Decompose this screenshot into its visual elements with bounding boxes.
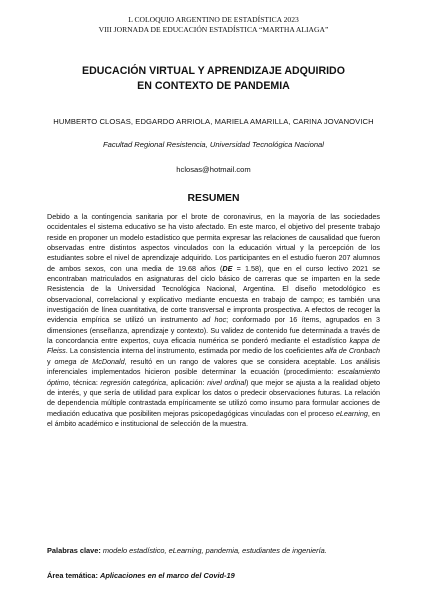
conference-header-line1: L COLOQUIO ARGENTINO DE ESTADÍSTICA 2023 bbox=[128, 15, 299, 24]
contact-email: hclosas@hotmail.com bbox=[176, 165, 251, 174]
keywords-text: modelo estadístico, eLearning, pandemia, estudiantes de ingeniería. bbox=[102, 546, 327, 555]
affiliation: Facultad Regional Resistencia, Universidad Tecnológica Nacional bbox=[103, 140, 324, 149]
keywords bbox=[47, 546, 387, 555]
conference-header-line2: VIII JORNADA DE EDUCACIÓN ESTADÍSTICA “MARTHA ALIAGA” bbox=[98, 25, 329, 34]
abstract-heading: RESUMEN bbox=[187, 193, 240, 204]
abstract-body: Debido a la contingencia sanitaria por el brote de coronavirus, en la mayoría de las sociedades occidentales el sistema educativo se ha visto afectado. En este marco, el objetivo del presente trabajo reside en proponer un modelo estadístico que permita expresar las relaciones de causalidad que fueron observadas entre distintos aspectos vinculados con la educación virtual y la percepción de los estudiantes sobre el nivel de aprendizaje adquirido. Los participantes en el estudio fueron 207 alumnos de ambos sexos, con una media de 19.68 años (DE = 1.58), que en el curso lectivo 2021 se encontraban matriculados en asignaturas del ciclo básico de carreras que se imparten en la sede Resistencia de la Universidad Tecnológica Nacional, Argentina. El diseño metodológico es observacional, correlacional y explicativo mediante encuesta en trabajo de campo; es también una investigación de línea cuantitativa, de corte transversal e impronta prospectiva. A efectos de recoger la evidencia empírica se utilizó un instrumento ad hoc; conformado por 16 ítems, agrupados en 3 dimensiones (enseñanza, aprendizaje y contexto). Su validez de contenido fue determinada a través de la concordancia entre expertos, cuya eficacia numérica se ponderó mediante el estadístico kappa de Fleiss. La consistencia interna del instrumento, estimada por medio de los coeficientes alfa de Cronbach y omega de McDonald, resultó en un rango de valores que se considera aceptable. Los análisis inferenciales implementados hicieron posible determinar la ecuación (procedimiento: escalamiento óptimo, técnica: regresión categórica, aplicación: nivel ordinal) que mejor se ajusta a la realidad objeto de interés, y que sería de utilidad para explicar los datos o predecir observaciones futuras. La relación de dependencia múltiple contrastada empíricamente se utilizó como insumo para formular acciones de mediación educativa que posibiliten mejoras psicopedagógicas vinculadas con el proceso eLearning, en el ámbito académico e institucional de selección de la muestra. bbox=[47, 212, 381, 428]
author-list: HUMBERTO CLOSAS, EDGARDO ARRIOLA, MARIELA AMARILLA, CARINA JOVANOVICH bbox=[53, 117, 374, 126]
paper-title-line1: EDUCACIÓN VIRTUAL Y APRENDIZAJE ADQUIRIDO bbox=[82, 65, 345, 77]
subject-area-label: Área temática: bbox=[47, 571, 98, 580]
subject-area bbox=[47, 571, 387, 580]
keywords-label: Palabras clave: bbox=[47, 546, 101, 555]
subject-area-text: Aplicaciones en el marco del Covid-19 bbox=[100, 571, 235, 580]
paper-title-line2: EN CONTEXTO DE PANDEMIA bbox=[137, 80, 290, 92]
